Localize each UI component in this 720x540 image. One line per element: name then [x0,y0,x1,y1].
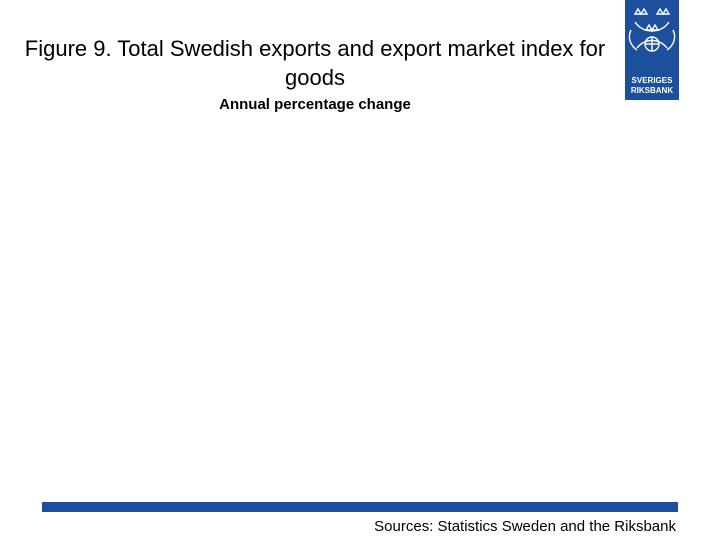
slide-subtitle: Annual percentage change [219,96,411,113]
logo-text-line1: SVERIGES [631,76,673,85]
chart-area [40,118,678,498]
title-block [20,34,610,115]
riksbank-crest-icon [625,0,679,100]
logo-text-line2: RIKSBANK [630,86,674,95]
riksbank-logo [625,0,679,100]
footer-bar [42,502,678,512]
slide-title: Figure 9. Total Swedish exports and export market index for goods [24,36,606,90]
source-note: Sources: Statistics Sweden and the Riksbank [374,518,676,535]
